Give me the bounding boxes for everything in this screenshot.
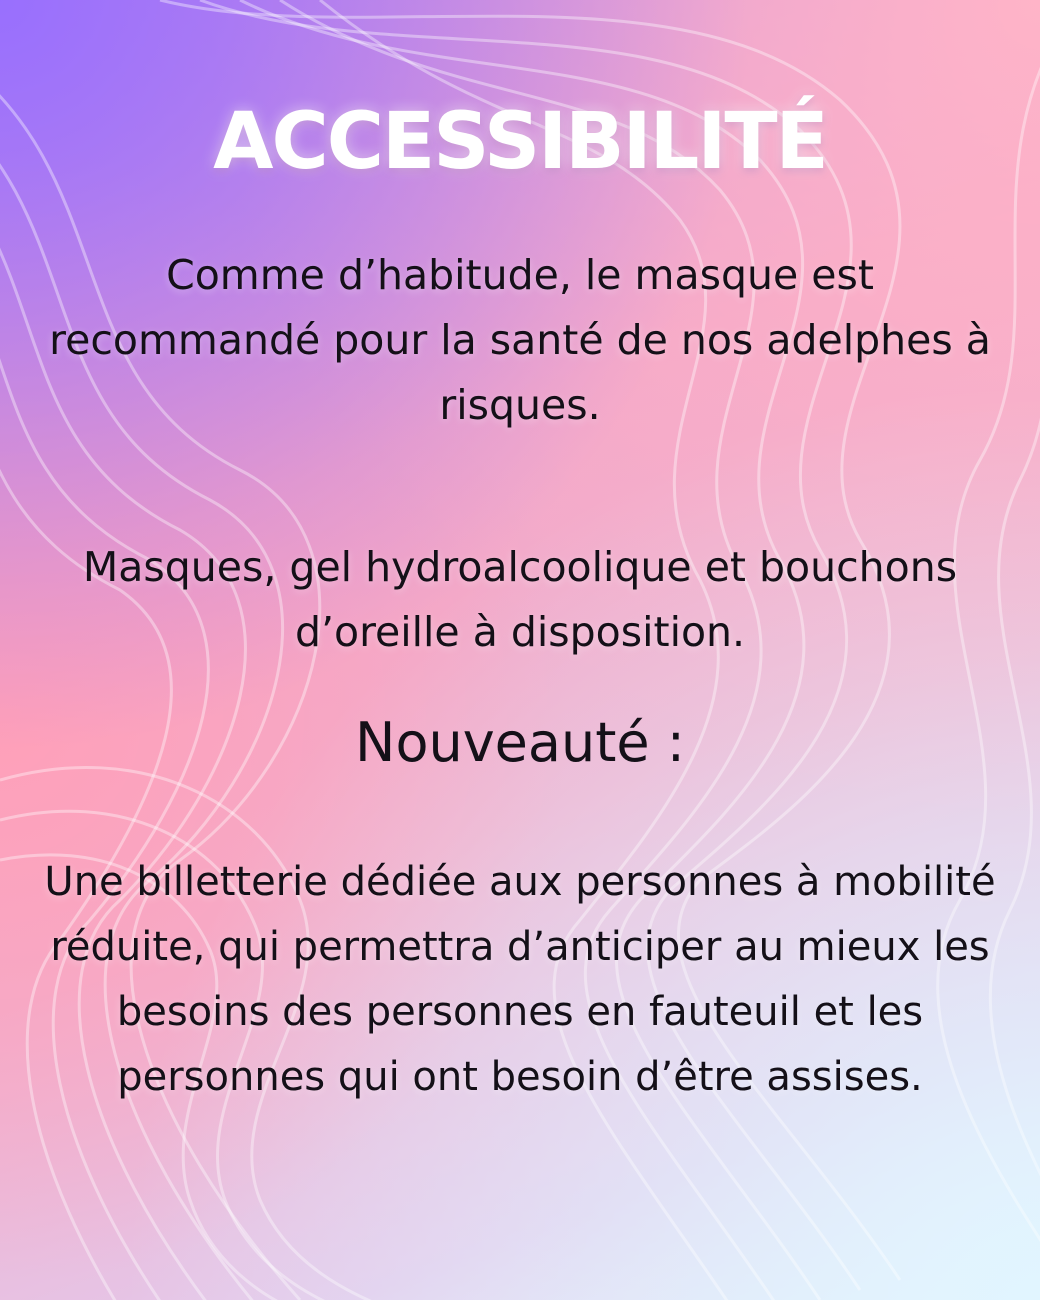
supplies-text: Masques, gel hydroalcoolique et bouchons d’oreille à disposition. (82, 543, 958, 656)
mask-recommendation-text: Comme d’habitude, le masque est recommandé pour la santé de nos adelphes à risques. (49, 251, 991, 429)
novelty-text: Une billetterie dédiée aux personnes à mobilité réduite, qui permettra d’anticiper au mieux les besoins des personnes en fauteuil et les personnes qui ont besoin d’être assises. (44, 859, 996, 1100)
page-title: ACCESSIBILITÉ (213, 97, 827, 187)
novelty-heading: Nouveauté : (355, 711, 685, 774)
